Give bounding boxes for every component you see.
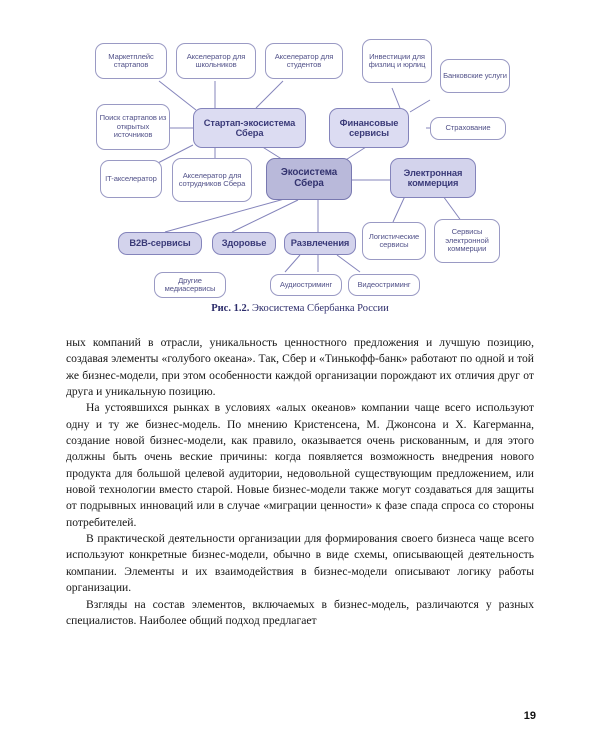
- paragraph-2: На устоявшихся рынках в условиях «алых океанов» компании чаще всего используют одну и ту же бизнес-модель. По мнению Кристенсена, М. Джонсона и Х. Кагерманна, создание новой бизнес-модели, как правило, оказывается очень рискованным, и для этого должны быть очень веские причины: когда появляется возможность внедрения нового продукта для большой целевой аудитории, недовольной существующим предложением, или новой технологии вместо старой. Новые бизнес-модели также могут создаваться для защиты от подрывных инноваций или в случае «миграции ценности» к фазе спада спроса со стороны потребителей.: [66, 401, 534, 529]
- node-insurance[interactable]: Страхование: [430, 117, 506, 140]
- paragraph-4: Взгляды на состав элементов, включаемых в бизнес-модель, различаются у разных специалистов. Наиболее общий подход предлагает: [66, 597, 534, 627]
- paragraph-1: ных компаний в отрасли, уникальность ценностного предложения и лучшую позицию, создавая элементы «голубого океана». Так, Сбер и «Тинькофф-банк» работают по одной и той же бизнес-модели, при этом особенности каждой организации порождают их отличия друг от друга и уникальную позицию.: [66, 336, 534, 399]
- node-ecommerce-services[interactable]: Сервисы электронной коммерции: [434, 219, 500, 263]
- node-ecommerce[interactable]: Электронная коммерция: [390, 158, 476, 198]
- node-other-media[interactable]: Другие медиасервисы: [154, 272, 226, 298]
- node-banking-services[interactable]: Банковские услуги: [440, 59, 510, 93]
- diagram-canvas: [0, 0, 600, 300]
- node-investments[interactable]: Инвестиции для физлиц и юрлиц: [362, 39, 432, 83]
- paragraph-3: В практической деятельности организации для формирования своего бизнеса чаще всего используют конкретные бизнес-модели, обычно в виде схемы, описывающей деятельность компании. Элементы и их взаимодействия в бизнес-модели описывают логику работы организации.: [66, 532, 534, 595]
- node-core-ecosystem[interactable]: Экосистема Сбера: [266, 158, 352, 200]
- node-logistics[interactable]: Логистические сервисы: [362, 222, 426, 260]
- node-startup-search[interactable]: Поиск стартапов из открытых источников: [96, 104, 170, 150]
- node-it-accelerator[interactable]: IT-акселератор: [100, 160, 162, 198]
- node-audio-streaming[interactable]: Аудиостриминг: [270, 274, 342, 296]
- figure-caption-number: Рис. 1.2.: [211, 303, 250, 314]
- figure-ecosystem: [0, 0, 600, 314]
- node-health[interactable]: Здоровье: [212, 232, 276, 255]
- node-accelerator-students[interactable]: Акселератор для студентов: [265, 43, 343, 79]
- node-b2b-services[interactable]: B2B-сервисы: [118, 232, 202, 255]
- node-video-streaming[interactable]: Видеостриминг: [348, 274, 420, 296]
- figure-caption: [0, 303, 600, 314]
- node-accelerator-schoolchildren[interactable]: Акселератор для школьников: [176, 43, 256, 79]
- node-financial-services[interactable]: Финансовые сервисы: [329, 108, 409, 148]
- node-marketplace-startups[interactable]: Маркетплейс стартапов: [95, 43, 167, 79]
- body-text: [66, 335, 534, 629]
- figure-caption-title: Экосистема Сбербанка России: [249, 303, 389, 314]
- node-accelerator-employees[interactable]: Акселератор для сотрудников Сбера: [172, 158, 252, 202]
- node-startup-ecosystem[interactable]: Стартап-экосистема Сбера: [193, 108, 306, 148]
- page-number: 19: [523, 710, 536, 722]
- node-entertainment[interactable]: Развлечения: [284, 232, 356, 255]
